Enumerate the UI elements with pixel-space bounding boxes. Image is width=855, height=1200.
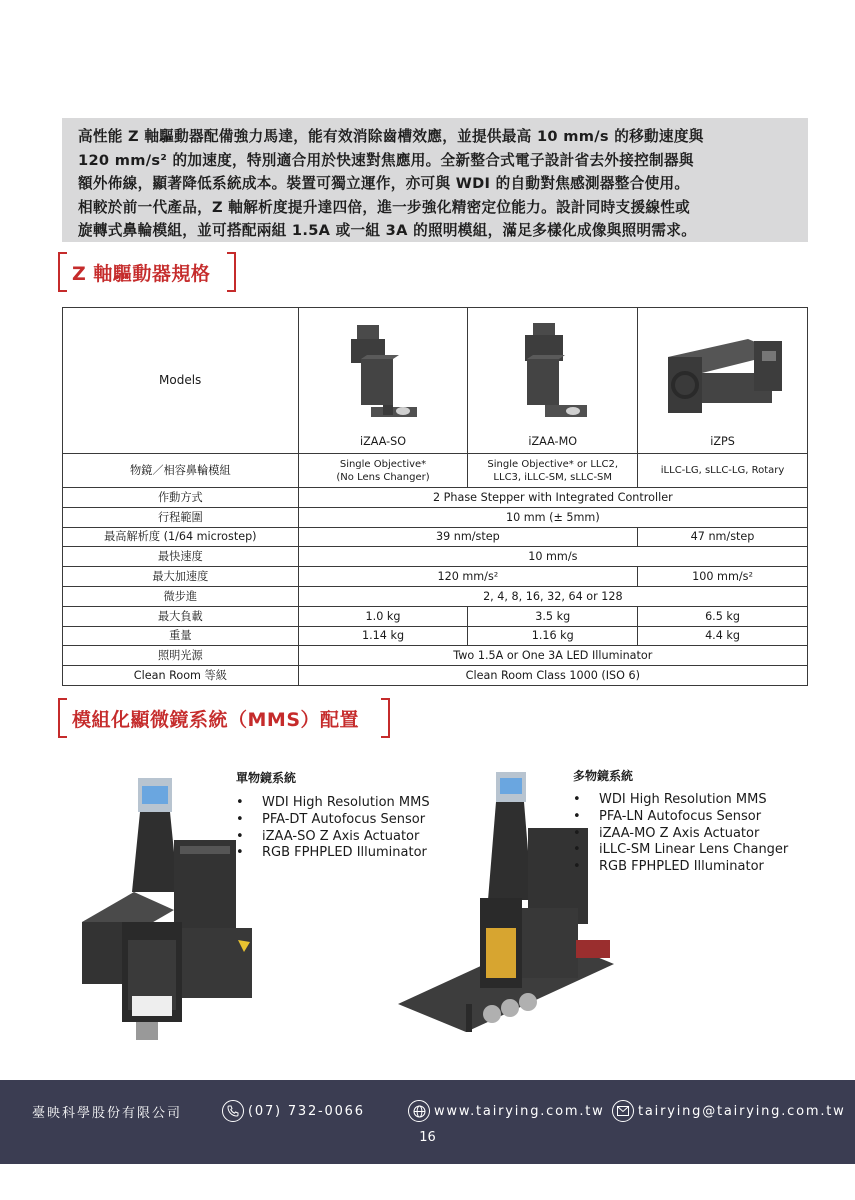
model-name-zps: iZPS bbox=[710, 435, 735, 448]
models-label: Models bbox=[63, 308, 299, 454]
resolution-label: 最高解析度 (1/64 microstep) bbox=[63, 527, 299, 547]
resolution-value-a: 39 nm/step bbox=[298, 527, 637, 547]
microstep-value: 2, 4, 8, 16, 32, 64 or 128 bbox=[298, 586, 807, 606]
accel-value-a: 120 mm/s² bbox=[298, 567, 637, 587]
travel-value: 10 mm (± 5mm) bbox=[298, 507, 807, 527]
footer-email-text: tairying@tairying.com.tw bbox=[638, 1103, 846, 1119]
list-item: • PFA-DT Autofocus Sensor bbox=[236, 812, 430, 829]
single-system-list bbox=[236, 795, 430, 862]
section-title-mms bbox=[58, 698, 390, 738]
list-item: • WDI High Resolution MMS bbox=[573, 792, 788, 809]
model-name-mo: iZAA-MO bbox=[528, 435, 578, 448]
izaa-so-product-image bbox=[343, 315, 423, 427]
load-label: 最大負載 bbox=[63, 606, 299, 626]
list-item: • RGB FPHPLED Illuminator bbox=[573, 859, 788, 876]
section-title-mms-text: 模組化顯微鏡系統（MMS）配置 bbox=[72, 709, 359, 731]
travel-label: 行程範圍 bbox=[63, 507, 299, 527]
footer-phone[interactable] bbox=[222, 1099, 365, 1123]
resolution-value-b: 47 nm/step bbox=[638, 527, 808, 547]
objective-mo-line2: LLC3, iLLC-SM, sLLC-SM bbox=[493, 471, 613, 483]
objective-zps: iLLC-LG, sLLC-LG, Rotary bbox=[638, 454, 808, 488]
light-value: Two 1.5A or One 3A LED Illuminator bbox=[298, 646, 807, 666]
footer-company: 臺映科學股份有限公司 bbox=[32, 1106, 183, 1121]
section-title-spec-text: Z 軸驅動器規格 bbox=[72, 263, 211, 285]
objective-mo-line1: Single Objective* or LLC2, bbox=[487, 458, 619, 470]
speed-label: 最快速度 bbox=[63, 547, 299, 567]
list-item: • WDI High Resolution MMS bbox=[236, 795, 430, 812]
list-item: • iLLC-SM Linear Lens Changer bbox=[573, 842, 788, 859]
list-item: • PFA-LN Autofocus Sensor bbox=[573, 809, 788, 826]
globe-icon bbox=[408, 1100, 430, 1122]
drive-value: 2 Phase Stepper with Integrated Controller bbox=[298, 488, 807, 508]
intro-line-1: 高性能 Z 軸驅動器配備強力馬達，能有效消除齒槽效應，並提供最高 10 mm/s 的移動速度與 bbox=[78, 128, 704, 145]
weight-label: 重量 bbox=[63, 626, 299, 646]
single-system-title: 單物鏡系統 bbox=[236, 771, 297, 785]
weight-zps: 4.4 kg bbox=[638, 626, 808, 646]
phone-icon bbox=[222, 1100, 244, 1122]
model-izaa-mo bbox=[468, 308, 638, 454]
multi-system-title: 多物鏡系統 bbox=[573, 769, 634, 783]
weight-so: 1.14 kg bbox=[298, 626, 468, 646]
izaa-mo-product-image bbox=[513, 315, 593, 427]
objective-mo bbox=[468, 454, 638, 488]
clean-label: Clean Room 等級 bbox=[63, 666, 299, 686]
model-izaa-so bbox=[298, 308, 468, 454]
footer-web-text: www.tairying.com.tw bbox=[434, 1103, 605, 1119]
load-so: 1.0 kg bbox=[298, 606, 468, 626]
load-mo: 3.5 kg bbox=[468, 606, 638, 626]
objective-so-line2: (No Lens Changer) bbox=[336, 471, 430, 483]
objective-so-line1: Single Objective* bbox=[339, 458, 427, 470]
clean-value: Clean Room Class 1000 (ISO 6) bbox=[298, 666, 807, 686]
drive-label: 作動方式 bbox=[63, 488, 299, 508]
list-item: • RGB FPHPLED Illuminator bbox=[236, 845, 430, 862]
intro-line-5: 旋轉式鼻輪模組，並可搭配兩組 1.5A 或一組 3A 的照明模組，滿足多樣化成像與照明需求。 bbox=[78, 222, 697, 240]
section-title-spec bbox=[58, 252, 236, 292]
accel-label: 最大加速度 bbox=[63, 567, 299, 587]
single-objective-system-image bbox=[74, 772, 260, 1044]
footer-web[interactable] bbox=[408, 1099, 605, 1123]
footer-phone-text: (07) 732-0066 bbox=[248, 1103, 365, 1119]
speed-value: 10 mm/s bbox=[298, 547, 807, 567]
objective-so bbox=[298, 454, 468, 488]
weight-mo: 1.16 kg bbox=[468, 626, 638, 646]
model-name-so: iZAA-SO bbox=[359, 435, 407, 448]
mail-icon bbox=[612, 1100, 634, 1122]
load-zps: 6.5 kg bbox=[638, 606, 808, 626]
page-number: 16 bbox=[419, 1130, 436, 1145]
izps-product-image bbox=[658, 327, 788, 427]
intro-line-3: 額外佈線，顯著降低系統成本。裝置可獨立運作，亦可與 WDI 的自動對焦感測器整合使用。 bbox=[78, 175, 690, 193]
intro-line-2: 120 mm/s² 的加速度，特別適合用於快速對焦應用。全新整合式電子設計省去外接控制器與 bbox=[78, 151, 694, 169]
footer-email[interactable] bbox=[612, 1099, 846, 1123]
intro-line-4: 相較於前一代產品，Z 軸解析度提升達四倍，進一步強化精密定位能力。設計同時支援線性或 bbox=[78, 198, 691, 216]
multi-system-list bbox=[573, 792, 788, 876]
light-label: 照明光源 bbox=[63, 646, 299, 666]
microstep-label: 微步進 bbox=[63, 586, 299, 606]
spec-table bbox=[62, 307, 808, 686]
objective-label: 物鏡／相容鼻輪模組 bbox=[63, 454, 299, 488]
intro-box bbox=[62, 118, 808, 242]
list-item: • iZAA-SO Z Axis Actuator bbox=[236, 829, 430, 846]
accel-value-b: 100 mm/s² bbox=[638, 567, 808, 587]
list-item: • iZAA-MO Z Axis Actuator bbox=[573, 826, 788, 843]
footer bbox=[0, 1080, 855, 1164]
model-izps bbox=[638, 308, 808, 454]
